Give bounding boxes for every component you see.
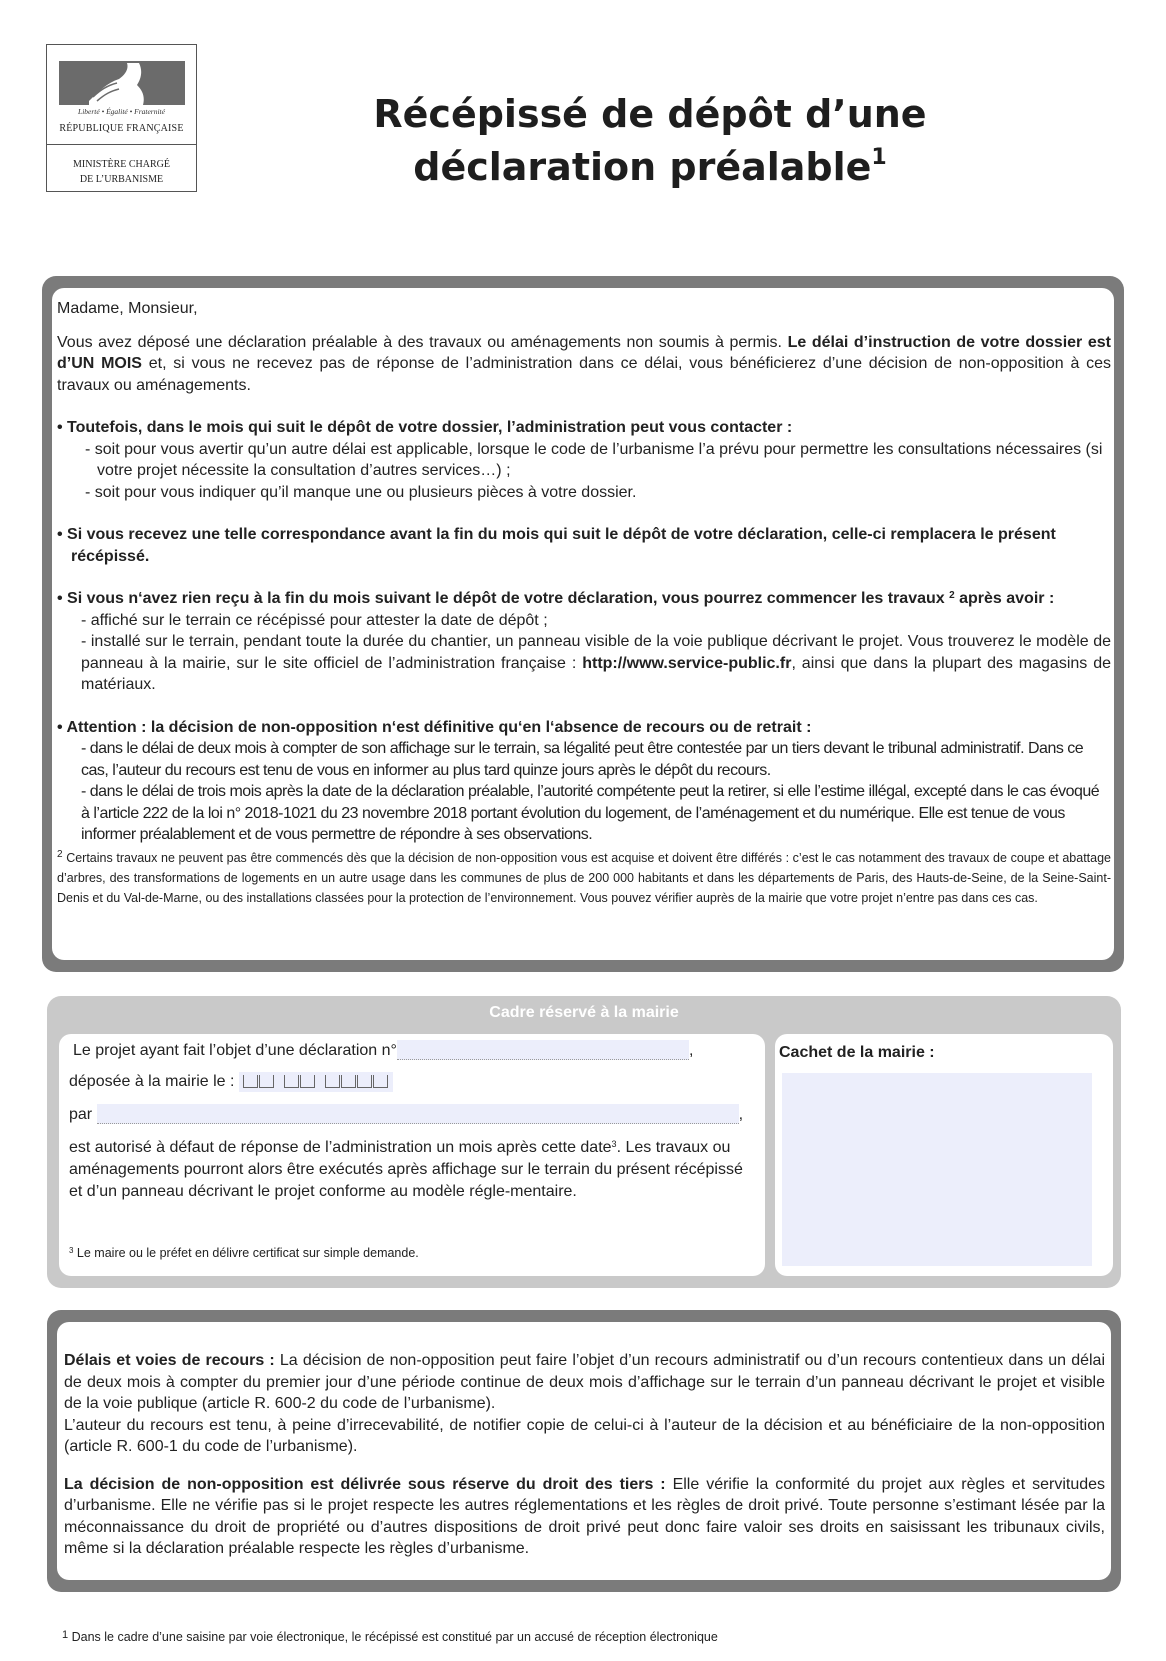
logo-ministry-line2: DE L’URBANISME xyxy=(79,174,164,185)
bullet3-title xyxy=(57,588,1111,610)
recours-paragraph2: L’auteur du recours est tenu, à peine d’irrecevabilité, de notifier copie de celui-ci à l’auteur de la décision et au bénéficiaire de la non-opposition (article R. 600-1 du code de l’urbanisme). xyxy=(64,1416,1105,1455)
declaration-number-label: Le projet ayant fait l’objet d’une déclaration n° xyxy=(73,1042,397,1059)
declaration-number-line: Le projet ayant fait l’objet d’une déclaration n° , xyxy=(73,1042,694,1059)
bullet3-footnote-ref: 2 xyxy=(949,590,955,601)
footnote-1-text: Dans le cadre d’une saisine par voie électronique, le récépissé est constitué par un accusé de réception électronique xyxy=(68,1630,718,1644)
recours-paragraph3-text: Elle vérifie la conformité du projet aux règles et servitudes d’urbanisme. Elle ne vérifie pas si le projet respecte les autres réglementations et les règles de droit privé. Toute personne s’estimant lésée par la méconnaissance du droit de propriété ou d’autres dispositions de droit privé peut donc faire valoir ses droits en saisissant les tribunaux civils, même si la déclaration préalable respecte les règles d’urbanisme. xyxy=(64,1475,1106,1557)
logo-ministry xyxy=(47,157,196,187)
page-title-line1: Récépissé de dépôt d’une xyxy=(373,92,927,136)
footnote-1-ref: 1 xyxy=(62,1629,69,1641)
intro-paragraph xyxy=(57,332,1111,397)
logo-divider xyxy=(47,144,196,145)
mairie-paragraph-text: est autorisé à défaut de réponse de l’administration un mois après cette date xyxy=(69,1139,612,1156)
republique-francaise-logo xyxy=(46,44,197,192)
intro-plain: Vous avez déposé une déclaration préalable à des travaux ou aménagements non soumis à permis. xyxy=(57,333,788,351)
bullet3-item2-text: - installé sur le terrain, pendant toute la durée du chantier, un panneau visible de la voie publique décrivant le projet. Vous trouverez le modèle de panneau à la mairie, sur le site officiel de l’administration française : xyxy=(81,633,1111,672)
footnote-3-text: Le maire ou le préfet en délivre certificat sur simple demande. xyxy=(73,1246,419,1260)
service-public-link[interactable]: http://www.service-public.fr xyxy=(582,654,792,672)
page-title xyxy=(300,88,1000,194)
title-footnote-ref: 1 xyxy=(871,145,887,170)
bullet4-title: • Attention : la décision de non-opposition n‘est définitive qu‘en l‘absence de recours ou de retrait : xyxy=(57,718,812,736)
logo-motto: Liberté • Égalité • Fraternité xyxy=(78,107,165,116)
bullet3-item2-end: , ainsi que dans la plupart des magasins de matériaux. xyxy=(81,654,1111,693)
logo-ministry-line1: MINISTÈRE CHARGÉ xyxy=(73,159,170,170)
cachet-title: Cachet de la mairie : xyxy=(779,1044,935,1061)
footnote-2 xyxy=(57,848,1111,908)
declaration-number-field[interactable] xyxy=(397,1040,689,1060)
logo-republic: RÉPUBLIQUE FRANÇAISE xyxy=(59,123,184,134)
bullet3-item2 xyxy=(57,631,1111,696)
mairie-header: Cadre réservé à la mairie xyxy=(489,1004,679,1021)
mairie-footnote-ref: 3 xyxy=(611,1139,617,1149)
mairie-paragraph-rest: . Les travaux ou aménagements pourront alors être exécutés après affichage sur le terrain du présent récépissé et d’un panneau décrivant le projet conforme au modèle régle-mentaire. xyxy=(69,1139,743,1200)
applicant-field[interactable] xyxy=(97,1104,739,1124)
footnote-1 xyxy=(62,1630,718,1644)
recours-paragraph1-bold: Délais et voies de recours : xyxy=(64,1352,275,1369)
recours-paragraph1-text: La décision de non-opposition peut faire l’objet d’un recours administratif ou d’un recours contentieux dans un délai de deux mois à compter du premier jour d’une période continue de deux mois d’affichage sur le terrain d’un panneau décrivant le projet et visible de la voie publique (article R. 600-2 du code de l’urbanisme). xyxy=(64,1352,1106,1412)
page-title-line2 xyxy=(300,141,1000,194)
bullet2: • Si vous recevez une telle correspondance avant la fin du mois qui suit le dépôt de votre déclaration, celle-ci remplacera le présent récépissé. xyxy=(57,526,1056,565)
bullet4-item1: - dans le délai de deux mois à compter de son affichage sur le terrain, sa légalité peut être contestée par un tiers devant le tribunal administratif. Dans ce cas, l’auteur du recours est tenu de vous en informer au plus tard quinze jours après le dépôt du recours. xyxy=(81,740,1084,779)
recours-paragraph1 xyxy=(64,1350,1105,1415)
applicant-label: par xyxy=(69,1106,93,1123)
footnote-3 xyxy=(69,1246,419,1260)
greeting: Madame, Monsieur, xyxy=(57,300,198,317)
mairie-paragraph xyxy=(69,1137,759,1203)
intro-bold: Le délai d’instruction de votre dossier est d’UN MOIS xyxy=(57,333,1111,372)
bullet3-item1: - affiché sur le terrain ce récépissé pour attester la date de dépôt ; xyxy=(81,611,548,629)
applicant-line: par , xyxy=(69,1106,744,1123)
deposit-date-label: déposée à la mairie le : xyxy=(69,1073,235,1091)
recours-text xyxy=(64,1350,1105,1560)
bullet1-item2: - soit pour vous indiquer qu’il manque une ou plusieurs pièces à votre dossier. xyxy=(85,483,637,501)
footnote-3-ref: 3 xyxy=(69,1246,74,1255)
bullet1-title: • Toutefois, dans le mois qui suit le dépôt de votre dossier, l’administration peut vous contacter : xyxy=(57,419,793,436)
bullet4-item2: - dans le délai de trois mois après la date de la déclaration préalable, l’autorité compétente peut la retirer, si elle l’estime illégal, excepté dans le cas évoqué à l’article 222 de la loi n° 2018-1021 du 23 novembre 2018 portant évolution du logement, de l’aménagement et du numérique. Elle est tenue de vous informer préalablement et de vous permettre de répondre à ses observations. xyxy=(81,783,1100,843)
footnote-2-text: Certains travaux ne peuvent pas être commencés dès que la décision de non-opposition vous est acquise et doivent être différés : c’est le cas notamment des travaux de coupe et abattage d’arbres, des transformations de logements en un autre usage dans les communes de plus de 200 000 habitants et dans les départements de Paris, des Hauts-de-Seine, de la Seine-Saint-Denis et du Val-de-Marne, ou des installations classées pour la protection de l’environnement. Vous pouvez vérifier auprès de la mairie que votre projet n’entre pas dans ces cas. xyxy=(57,850,1111,905)
cachet-field[interactable] xyxy=(782,1073,1092,1266)
deposit-date-line xyxy=(69,1072,393,1092)
recours-paragraph3 xyxy=(64,1474,1105,1560)
bullet3-title-text: • Si vous n‘avez rien reçu à la fin du mois suivant le dépôt de votre déclaration, vous pourrez commencer les travaux xyxy=(57,590,950,607)
page-title-line2-text: déclaration préalable xyxy=(413,145,872,189)
footnote-2-ref: 2 xyxy=(57,848,63,860)
recours-paragraph3-bold: La décision de non-opposition est délivrée sous réserve du droit des tiers : xyxy=(64,1475,666,1493)
deposit-date-field[interactable] xyxy=(239,1072,393,1092)
intro-rest: et, si vous ne recevez pas de réponse de l’administration dans ce délai, vous bénéficierez d’une décision de non-opposition à ces travaux ou aménagements. xyxy=(57,355,1112,394)
bullet3-title-end: après avoir : xyxy=(954,590,1055,607)
main-info-text xyxy=(57,298,1111,908)
bullet1-item1: - soit pour vous avertir qu’un autre délai est applicable, lorsque le code de l’urbanisme l’a prévu pour permettre les consultations nécessaires (si votre projet nécessite la consultation d’autres services…) ; xyxy=(85,440,1103,479)
marianne-emblem-icon xyxy=(59,61,185,105)
